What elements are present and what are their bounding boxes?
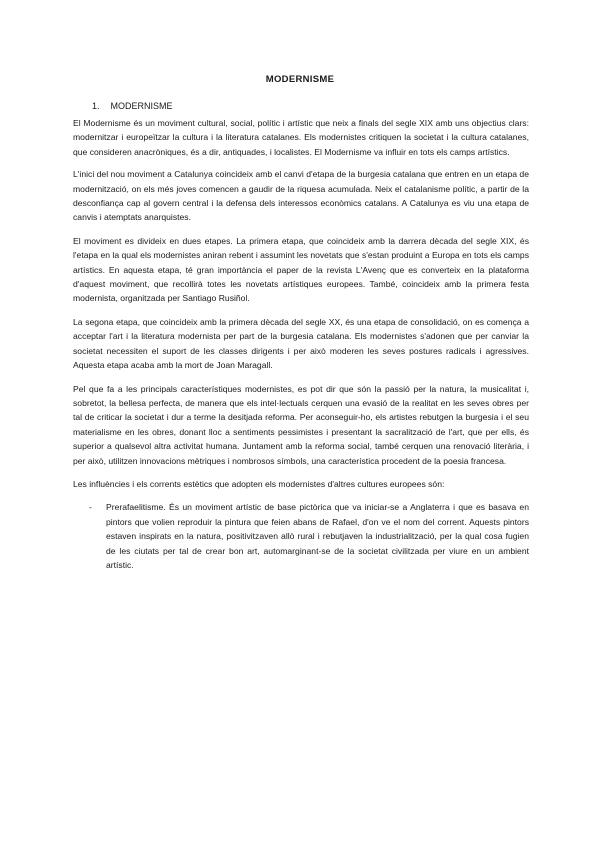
paragraph-second-stage: La segona etapa, que coincideix amb la primera dècada del segle XX, és una etapa de consolidació, on es comença a acceptar l'art i la literatura modernista per part de la burgesia catalana. Els modernistes s'adonen que per canviar la societat necessiten el suport de les classes dirigents i per això moderen les seves postures radicals i agressives. Aquesta etapa acaba amb la mort de Joan Maragall.	[73, 316, 529, 371]
paragraph-first-stage: El moviment es divideix en dues etapes. La primera etapa, que coincideix amb la darrera dècada del segle XIX, és l'etapa en la qual els modernistes aniran rebent i assumint les novetats que s'estan produint a Europa en tots els camps artístics. En aquesta etapa, té gran importància el paper de la revista L'Avenç que es converteix en la plataforma d'aquest moviment, que recollirà totes les novetats artístiques europees. També, coincideix amb la primera festa modernista, organitzada per Santiago Rusiñol.	[73, 235, 529, 304]
list-item	[73, 500, 529, 572]
section-heading-text: MODERNISME	[110, 101, 173, 111]
paragraph-context: L'inici del nou moviment a Catalunya coincideix amb el canvi d'etapa de la burgesia catalana que entren en un etapa de modernització, on els més joves comencen a gaudir de la riquesa acumulada. Neix el catalanisme polític, a partir de la desconfiança cap al govern central i la defensa dels interessos econòmics catalans. A Catalunya es viu una etapa de canvis i atemptats anarquistes.	[73, 169, 529, 223]
page-title: MODERNISME	[265, 74, 335, 85]
paragraph-intro: El Modernisme és un moviment cultural, social, polític i artístic que neix a finals del segle XIX amb uns objectius clars: modernitzar i europeïtzar la cultura i la literatura catalanes. Els modernistes critiquen la societat i la cultura catalanes, que consideren anacròniques, és a dir, antiquades, i localistes. El Modernisme va influir en tots els camps artístics.	[73, 118, 529, 157]
paragraph-characteristics: Pel que fa a les principals característiques modernistes, es pot dir que són la passió per la natura, la musicalitat i, sobretot, la bellesa perfecta, de manera que els intel·lectuals cerquen una evasió de la realitat en les seves obres per tal de criticar la societat i dur a terme la desitjada reforma. Per aconseguir-ho, els artistes rebutgen la burgesia i el seu materialisme en les obres, donant lloc a sentiments pessimistes i presentant la sacralització de l'art, que per ells, és superior a qualsevol altra activitat humana. Juntament amb la reforma social, també cerquen una renovació literària, i per això, utilitzen innovacions mètriques i nombrosos símbols, una característica procedent de la poesia francesa.	[73, 383, 529, 466]
section-number: 1.	[92, 101, 100, 111]
bullet-marker: -	[89, 502, 92, 513]
paragraph-influences: Les influències i els corrents estètics que adopten els modernistes d'altres cultures europees són:	[73, 478, 445, 489]
document-body	[73, 116, 529, 572]
bullet-text: Prerafaelitisme. És un moviment artístic de base pictòrica que va iniciar-se a Anglaterra i que es basava en pintors que volien reproduir la pintura que feien abans de Rafael, d'on ve el nom del corrent. Aquests pintors estaven inspirats en la natura, positivitzaven allò rural i rebutjaven la industrialització, per la qual cosa fugien de les ciutats per tal de crear bon art, automarginant-se de la societat civilitzada per viure en un ambient artístic.	[106, 502, 529, 570]
section-heading	[92, 101, 173, 111]
